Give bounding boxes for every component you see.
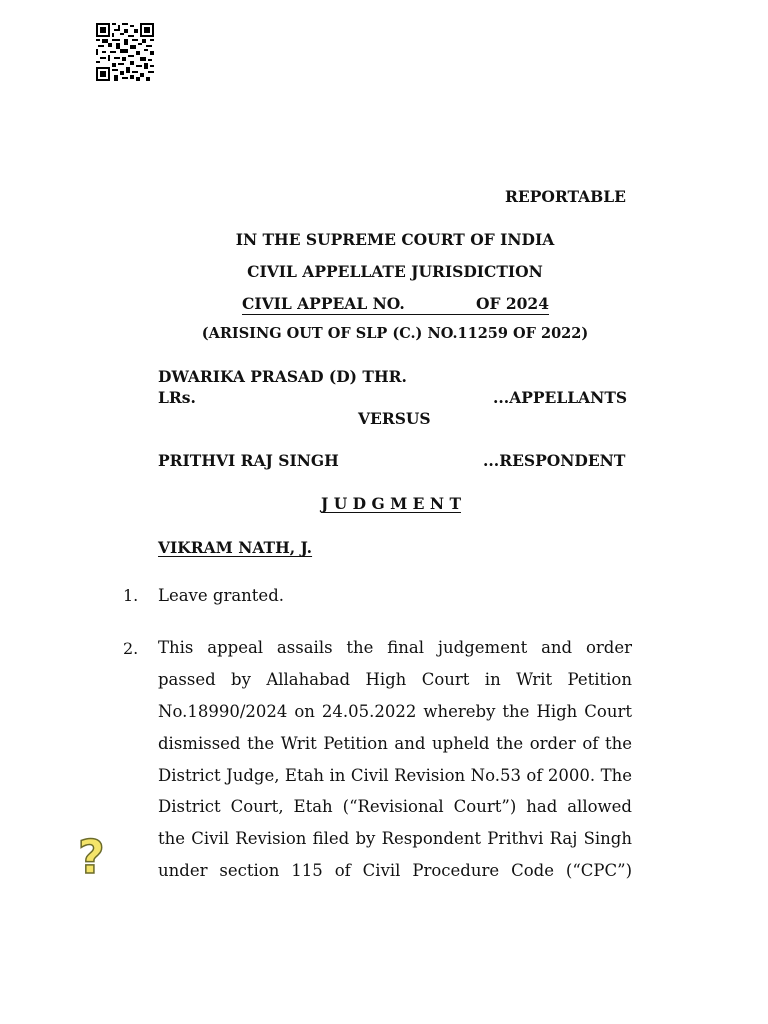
paragraph-text (158, 632, 632, 887)
appeal-underline (242, 314, 549, 315)
reportable-label: REPORTABLE (505, 187, 626, 206)
question-mark-icon[interactable]: ? (78, 830, 105, 884)
paragraph-line: the Civil Revision filed by Respondent Prithvi Raj Singh (158, 829, 632, 849)
appellant-name-line2: LRs. (158, 388, 196, 407)
paragraph-text: Leave granted. (158, 586, 285, 605)
respondent-role: ...RESPONDENT (483, 451, 626, 470)
versus-label: VERSUS (358, 409, 431, 428)
paragraph-line: District Judge, Etah in Civil Revision No.53 of 2000. The (158, 765, 632, 785)
respondent-name: PRITHVI RAJ SINGH (158, 451, 339, 470)
paragraph-number: 1. (123, 586, 139, 605)
judgment-heading: J U D G M E N T (321, 494, 461, 513)
paragraph-line: This appeal assails the final judgement and order (158, 638, 632, 657)
appeal-number-label: CIVIL APPEAL NO. (242, 294, 405, 313)
appellant-name-line1: DWARIKA PRASAD (D) THR. (158, 367, 407, 386)
paragraph-line: passed by Allahabad High Court in Writ Petition (158, 669, 632, 689)
paragraph-line: under section 115 of Civil Procedure Code (“CPC”) (158, 861, 632, 881)
paragraph-line: No.18990/2024 on 24.05.2022 whereby the High Court (158, 701, 632, 721)
arising-out-of: (ARISING OUT OF SLP (C.) NO.11259 OF 2022) (201, 325, 589, 342)
judge-name: VIKRAM NATH, J. (158, 538, 313, 557)
appeal-number-line (242, 294, 549, 318)
paragraph-number: 2. (123, 639, 139, 658)
jurisdiction: CIVIL APPELLATE JURISDICTION (247, 262, 543, 281)
paragraph-line: dismissed the Writ Petition and upheld the order of the (158, 733, 632, 753)
qr-code-icon (96, 22, 154, 82)
appeal-year: OF 2024 (475, 294, 549, 313)
appellants-role: ...APPELLANTS (493, 388, 628, 407)
paragraph-line: District Court, Etah (“Revisional Court”) had allowed (158, 797, 632, 817)
court-name: IN THE SUPREME COURT OF INDIA (235, 230, 555, 249)
